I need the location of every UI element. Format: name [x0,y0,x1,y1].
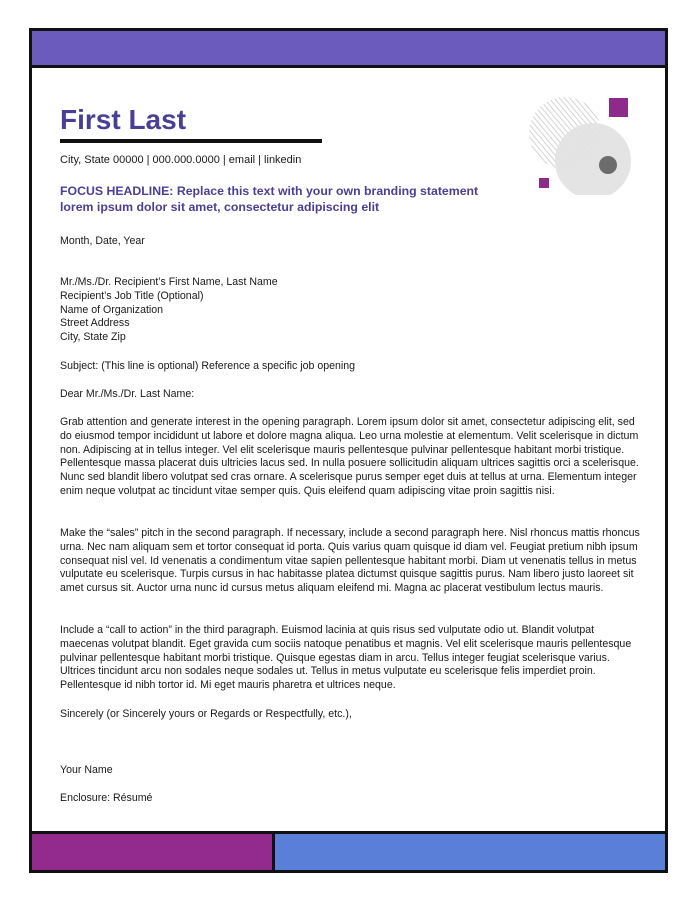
contact-line: City, State 00000 | 000.000.0000 | email | linkedin [60,154,302,166]
recipient-line: Street Address [60,317,130,330]
call-to-action-paragraph [60,624,642,693]
bottom-band-purple [32,834,275,870]
focus-headline [60,183,500,215]
signature-name: Your Name [60,764,113,776]
top-color-band [32,31,665,68]
letter-date: Month, Date, Year [60,235,145,247]
purple-square-small [539,178,549,188]
headline-line-2: lorem ipsum dolor sit amet, consectetur adipiscing elit [60,200,380,214]
decorative-circles-graphic [525,95,635,195]
letter-page [29,28,668,873]
recipient-address [60,276,642,345]
dark-gray-dot [599,156,617,174]
paragraph-text: Grab attention and generate interest in the opening paragraph. Lorem ipsum dolor sit amet, consectetur adipiscing elit, sed do eiusmod tempor incididunt ut labore et dolore magna aliqua. Leo urna molestie at elementum. Velit scelerisque in dictum non. Adipiscing at in tellus integer. Vel elit scelerisque mauris pellentesque pulvinar pellentesque habitant morbi tristique. Pellentesque massa placerat duis ultricies lacus sed. In nulla posuere sollicitudin aliquam ultrices sagittis orci a scelerisque. Nunc sed blandit libero volutpat sed cras ornare. A scelerisque purus semper eget duis at tellus at urna. Elementum integer enim neque volutpat ac tincidunt vitae semper quis. Quis eleifend quam adipiscing vitae proin sagittis nisi. [60,416,639,497]
name-underline [60,139,322,143]
recipient-line: City, State Zip [60,331,126,344]
bottom-band-blue [275,834,665,870]
subject-line: Subject: (This line is optional) Reference a specific job opening [60,360,356,372]
recipient-line: Recipient’s Job Title (Optional) [60,289,204,302]
paragraph-text: Make the “sales” pitch in the second paragraph. If necessary, include a second paragraph here. Nisl rhoncus mattis rhoncus urna. Nec nam aliquam sem et tortor consequat id porta. Quis varius quam quisque id diam vel. Feugiat pretium nibh ipsum consequat nisl vel. Id venenatis a condimentum vitae sapien pellentesque habitant morbi. Diam ut venenatis tellus in metus vulputate eu scelerisque. Turpis cursus in hac habitasse platea dictumst quisque sagittis purus. Nam libero justo laoreet sit amet cursus sit. Auctor urna nunc id cursus metus aliquam eleifend mi. Magna ac placerat vestibulum lectus mauris. [60,527,640,595]
salutation: Dear Mr./Ms./Dr. Last Name: [60,388,195,400]
opening-paragraph [60,416,642,499]
paragraph-text: Include a “call to action” in the third paragraph. Euismod lacinia at quis risus sed vulputate odio ut. Blandit volutpat maecenas volutpat blandit. Eget gravida cum sociis natoque penatibus et magnis. Vel elit scelerisque mauris pellentesque pulvinar pellentesque habitant morbi tristique. Quisque egestas diam in arcu. Tellus integer feugiat scelerisque varius. Ultrices tincidunt arcu non sodales neque sodales ut. Tellus in metus vulputate eu scelerisque felis imperdiet proin. Pellentesque id nibh tortor id. Mi eget mauris pharetra et ultrices neque. [60,624,632,692]
recipient-line: Mr./Ms./Dr. Recipient’s First Name, Last Name [60,276,278,288]
recipient-line: Name of Organization [60,303,164,316]
enclosure: Enclosure: Résumé [60,792,153,804]
purple-square-large [609,98,628,117]
bottom-color-bands [32,831,665,870]
applicant-name: First Last [60,104,187,135]
headline-line-1: FOCUS HEADLINE: Replace this text with your own branding statement [60,184,479,198]
closing: Sincerely (or Sincerely yours or Regards or Respectfully, etc.), [60,708,352,720]
sales-paragraph [60,527,642,596]
